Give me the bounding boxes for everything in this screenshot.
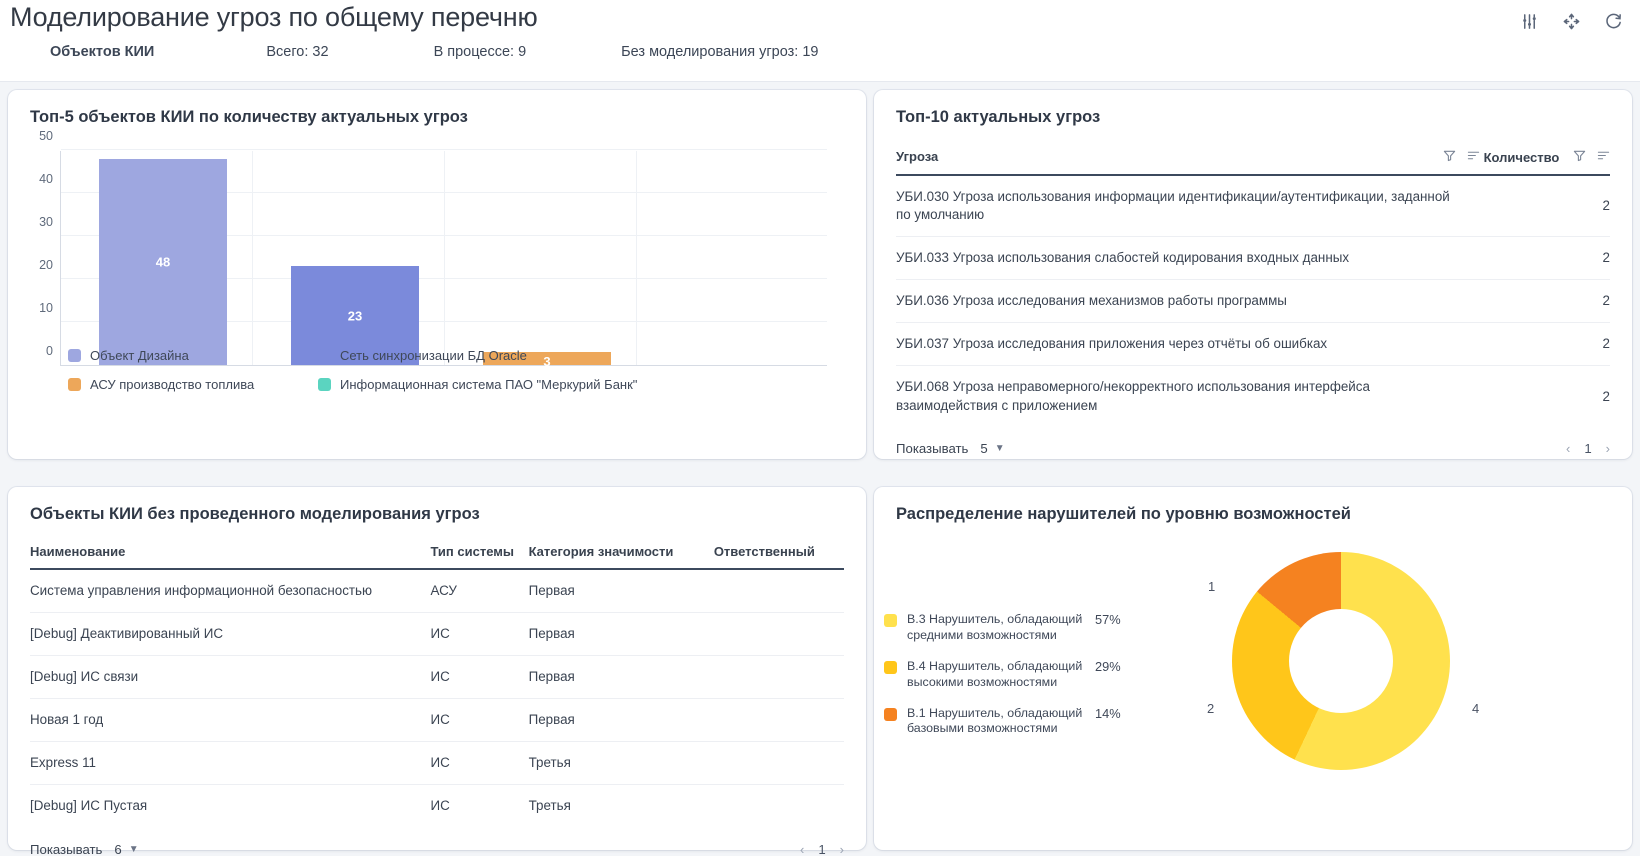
donut-legend xyxy=(884,612,1154,752)
bar-chart-plot-area xyxy=(39,129,827,369)
cell-category: Первая xyxy=(529,569,714,613)
prev-page-icon[interactable]: ‹ xyxy=(1565,440,1571,456)
legend-percent: 57% xyxy=(1095,612,1121,627)
legend-label: Сеть синхронизации БД Oracle xyxy=(340,348,527,363)
donut-hole xyxy=(1289,609,1393,713)
table-row[interactable] xyxy=(30,699,844,742)
page-size-group xyxy=(896,441,1005,456)
cell-responsible xyxy=(714,656,844,699)
nomodel-table-wrapper xyxy=(8,524,866,856)
table-row[interactable] xyxy=(896,237,1610,280)
header-actions xyxy=(1516,8,1626,34)
page-size-group xyxy=(30,842,139,856)
cell-quantity: 2 xyxy=(1480,175,1610,237)
cell-name: [Debug] ИС Пустая xyxy=(30,798,148,814)
cell-category: Третья xyxy=(528,798,571,814)
prev-page-icon[interactable]: ‹ xyxy=(799,841,805,856)
card-violators-title: Распределение нарушителей по уровню возможностей xyxy=(896,505,1351,523)
cell-type: ИС xyxy=(430,798,450,814)
summary-in-progress: В процессе: 9 xyxy=(433,44,527,60)
cell-name: [Debug] ИС связи xyxy=(30,656,430,699)
legend-label: В.3 Нарушитель, обладающий средними возможностями xyxy=(907,612,1083,642)
summary-row xyxy=(50,44,818,60)
page-size-select[interactable] xyxy=(114,842,138,856)
sliders-icon[interactable] xyxy=(1516,8,1542,34)
donut-axis-label-left: 2 xyxy=(1207,701,1215,716)
sort-icon[interactable] xyxy=(1597,149,1610,165)
legend-percent: 14% xyxy=(1095,705,1121,721)
y-tick-10: 10 xyxy=(39,301,53,315)
legend-swatch-icon xyxy=(884,614,897,627)
th-quantity-label: Количество xyxy=(1483,150,1560,165)
table-row[interactable] xyxy=(30,569,844,613)
cell-responsible xyxy=(714,699,844,742)
legend-item-level-v1[interactable] xyxy=(884,706,1154,738)
cell-category: Третья xyxy=(529,742,714,785)
card-top5-title: Топ-5 объектов КИИ по количеству актуальных угроз xyxy=(30,108,468,126)
legend-swatch-icon xyxy=(318,378,331,391)
y-tick-40: 40 xyxy=(39,172,53,186)
cell-threat: УБИ.030 Угроза использования информации идентификации/аутентификации, заданной по умолчанию xyxy=(896,175,1480,237)
cell-type: ИС xyxy=(430,656,528,699)
bar-object-design[interactable] xyxy=(99,159,227,365)
cell-threat: УБИ.033 Угроза использования слабостей кодирования входных данных xyxy=(896,237,1480,280)
legend-swatch-icon xyxy=(318,349,331,362)
donut-axis-label-top: 1 xyxy=(1208,579,1216,594)
next-page-icon[interactable]: › xyxy=(839,841,844,856)
legend-item-object-design[interactable] xyxy=(68,348,318,363)
table-header-row xyxy=(30,534,844,569)
legend-label: В.1 Нарушитель, обладающий базовыми возможностями xyxy=(907,705,1083,736)
show-label: Показывать xyxy=(896,440,969,456)
pagination xyxy=(1566,441,1610,456)
cell-category: Первая xyxy=(529,656,714,699)
top10-table-footer xyxy=(896,427,1610,456)
bar-label-object-design: 48 xyxy=(155,254,171,270)
bar-label-asu-fuel: 3 xyxy=(543,354,551,369)
th-quantity-tools xyxy=(1573,149,1610,165)
cell-threat: УБИ.036 Угроза исследования механизмов работы программы xyxy=(896,280,1480,323)
page-header xyxy=(0,0,1640,82)
cell-category: Первая xyxy=(529,613,714,656)
filter-icon[interactable] xyxy=(1573,149,1586,165)
cell-responsible xyxy=(714,613,844,656)
card-objects-without-modeling xyxy=(8,487,866,856)
page-size-value: 6 xyxy=(114,841,122,856)
card-top10-threats xyxy=(874,90,1632,459)
cell-name: Система управления информационной безопасностью xyxy=(30,569,430,613)
cell-threat: УБИ.068 Угроза неправомерного/некорректного использования интерфейса взаимодействия с приложением xyxy=(896,379,1370,413)
show-label: Показывать xyxy=(30,841,103,856)
donut-axis-label-right: 4 xyxy=(1472,701,1480,716)
th-threat xyxy=(896,139,1480,175)
cell-type: АСУ xyxy=(430,569,528,613)
legend-item-mercury-bank[interactable] xyxy=(318,377,718,392)
summary-total: Всего: 32 xyxy=(266,44,329,60)
summary-objects-label: Объектов КИИ xyxy=(50,44,155,60)
nomodel-table xyxy=(30,534,844,828)
page-title: Моделирование угроз по общему перечню xyxy=(10,2,538,32)
y-tick-50: 50 xyxy=(39,129,53,143)
page-number[interactable]: 1 xyxy=(1584,440,1592,456)
y-tick-30: 30 xyxy=(39,215,53,229)
th-threat-tools xyxy=(1443,149,1480,165)
bar-chart-legend xyxy=(68,348,808,406)
pagination xyxy=(800,842,844,856)
legend-label: В.4 Нарушитель, обладающий высокими возможностями xyxy=(907,658,1083,689)
th-quantity xyxy=(1480,139,1610,175)
cell-type: ИС xyxy=(430,613,528,656)
legend-swatch-icon xyxy=(884,661,897,674)
bar-chart xyxy=(8,129,866,371)
page-size-select[interactable] xyxy=(980,441,1004,456)
legend-label: Объект Дизайна xyxy=(90,348,189,363)
move-icon[interactable] xyxy=(1558,8,1584,34)
th-responsible: Ответственный xyxy=(714,534,844,569)
legend-swatch-icon xyxy=(68,349,81,362)
th-threat-label: Угроза xyxy=(896,149,939,164)
y-tick-0: 0 xyxy=(46,344,53,358)
bar-label-oracle-sync: 23 xyxy=(347,308,363,323)
legend-item-asu-fuel[interactable] xyxy=(68,377,318,392)
cell-quantity: 2 xyxy=(1480,280,1610,323)
table-row[interactable] xyxy=(30,785,844,828)
table-row[interactable] xyxy=(30,613,844,656)
card-top10-title: Топ-10 актуальных угроз xyxy=(896,108,1101,126)
chevron-down-icon: ▼ xyxy=(994,442,1005,454)
cell-category: Первая xyxy=(529,699,714,742)
y-tick-20: 20 xyxy=(39,258,53,272)
table-row[interactable] xyxy=(896,280,1610,323)
cell-threat: УБИ.037 Угроза исследования приложения через отчёты об ошибках xyxy=(896,323,1480,366)
legend-item-oracle-sync[interactable] xyxy=(318,348,718,363)
next-page-icon[interactable]: › xyxy=(1605,440,1610,456)
nomodel-table-footer xyxy=(30,828,844,856)
cell-responsible xyxy=(714,742,844,785)
card-top5-objects xyxy=(8,90,866,459)
th-category: Категория значимости xyxy=(529,534,714,569)
th-name: Наименование xyxy=(30,534,430,569)
table-row[interactable] xyxy=(896,175,1610,237)
table-header-row xyxy=(896,139,1610,175)
top10-table xyxy=(896,139,1610,427)
cell-name: Новая 1 год xyxy=(30,699,430,742)
legend-percent: 29% xyxy=(1095,658,1121,674)
table-row[interactable] xyxy=(30,742,844,785)
cell-name: Express 11 xyxy=(30,742,430,785)
legend-swatch-icon xyxy=(884,708,897,721)
summary-without-modeling: Без моделирования угроз: 19 xyxy=(621,44,819,60)
cell-type: ИС xyxy=(430,699,528,742)
page-number[interactable]: 1 xyxy=(818,841,826,856)
cell-name: [Debug] Деактивированный ИС xyxy=(30,613,430,656)
th-type: Тип системы xyxy=(430,534,528,569)
card-nomodel-title: Объекты КИИ без проведенного моделирования угроз xyxy=(30,505,480,523)
top10-table-wrapper xyxy=(874,127,1632,456)
sort-icon[interactable] xyxy=(1467,149,1480,165)
cell-quantity: 2 xyxy=(1480,237,1610,280)
donut-ring[interactable] xyxy=(1232,552,1450,770)
cell-quantity: 2 xyxy=(1602,388,1610,404)
cell-quantity: 2 xyxy=(1480,323,1610,366)
table-row[interactable] xyxy=(30,656,844,699)
cell-responsible xyxy=(714,785,844,828)
chevron-down-icon: ▼ xyxy=(128,843,139,855)
filter-icon[interactable] xyxy=(1443,149,1456,165)
legend-item-level-v3[interactable] xyxy=(884,612,1154,644)
donut-chart xyxy=(874,524,1632,824)
legend-label: Информационная система ПАО "Меркурий Банк" xyxy=(340,377,638,392)
legend-item-level-v4[interactable] xyxy=(884,659,1154,691)
legend-label: АСУ производство топлива xyxy=(90,377,255,392)
page-size-value: 5 xyxy=(980,440,988,456)
table-row[interactable] xyxy=(896,323,1610,366)
table-row[interactable] xyxy=(896,366,1610,427)
refresh-icon[interactable] xyxy=(1600,8,1626,34)
cell-responsible xyxy=(714,569,844,613)
cell-type: ИС xyxy=(430,742,528,785)
legend-swatch-icon xyxy=(68,378,81,391)
card-violators-distribution xyxy=(874,487,1632,850)
